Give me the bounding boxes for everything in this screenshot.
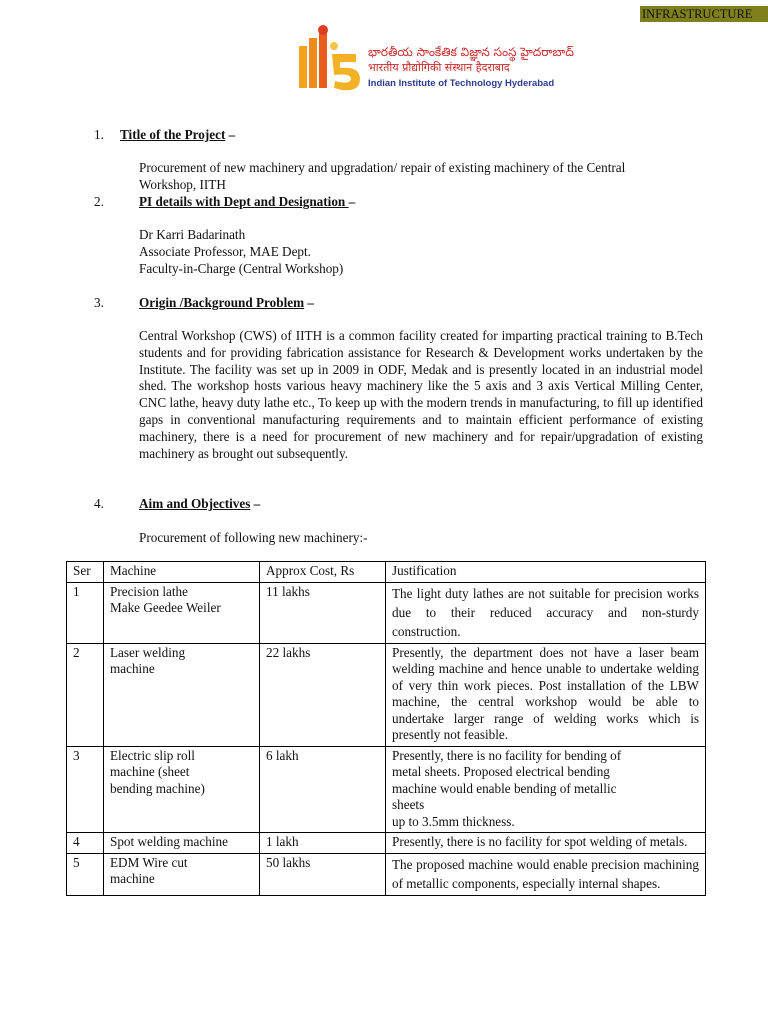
pi-name: Dr Karri Badarinath xyxy=(139,227,246,242)
row-1-ser: 1 xyxy=(67,582,104,643)
row-3-machine-line-2: machine (sheet xyxy=(110,764,190,779)
table-row xyxy=(67,746,706,833)
row-5-machine-line-2: machine xyxy=(110,871,155,886)
section-1-heading-text: Title of the Project xyxy=(120,127,226,142)
section-4-dash: – xyxy=(250,496,261,511)
pi-role: Faculty-in-Charge (Central Workshop) xyxy=(139,260,344,276)
row-5-machine xyxy=(104,853,260,895)
background-paragraph: Central Workshop (CWS) of IITH is a common facility created for imparting practical training to B.Tech students and for providing fabrication assistance for Research & Development works undertaken by the Institute. The facility was set up in 2009 in ODF, Medak and is presently located in an industrial model shed. The workshop hosts various heavy machinery like the 5 axis and 3 axis Vertical Milling Center, CNC lathe, heavy duty lathe etc., To keep up with the modern trends in manufacturing, to fill up identified gaps in conventional manufacturing requirements and to maintain efficient performance of existing machinery, there is a need for procurement of new machinery and for repair/upgradation of existing machinery as brought out subsequently. xyxy=(139,328,703,461)
row-3-just-line-3: machine would enable bending of metallic xyxy=(392,780,617,796)
row-1-justification: The light duty lathes are not suitable for precision works due to their reduced accuracy and non-sturdy construction. xyxy=(386,582,706,643)
table-row xyxy=(67,833,706,854)
row-3-machine-line-3: bending machine) xyxy=(110,780,205,796)
row-2-machine xyxy=(104,643,260,746)
section-3-heading xyxy=(139,295,314,311)
row-1-cost: 11 lakhs xyxy=(260,582,386,643)
section-1-dash: – xyxy=(225,127,236,142)
row-4-machine-line-1: Spot welding machine xyxy=(110,834,228,849)
row-3-ser: 3 xyxy=(67,746,104,833)
logo-telugu-text: భారతీయ సాంకేతిక విజ్ఞాన సంస్థ హైదరాబాద్ xyxy=(368,45,574,59)
iith-emblem-icon xyxy=(296,24,366,94)
pi-details xyxy=(139,227,703,277)
table-row xyxy=(67,643,706,746)
row-3-just-line-5: up to 3.5mm thickness. xyxy=(392,813,515,829)
row-4-ser: 4 xyxy=(67,833,104,854)
header-justification: Justification xyxy=(386,562,706,583)
section-3-number: 3. xyxy=(94,295,104,310)
section-3-heading-text: Origin /Background Problem xyxy=(139,295,305,310)
table-row xyxy=(67,582,706,643)
header-machine: Machine xyxy=(104,562,260,583)
section-1-body: Procurement of new machinery and upgradation/ repair of existing machinery of the Central Workshop, IITH xyxy=(139,160,626,192)
row-5-machine-line-1: EDM Wire cut xyxy=(110,854,188,870)
row-3-just-line-1: Presently, there is no facility for bending of xyxy=(392,747,622,763)
infrastructure-tag: INFRASTRUCTURE xyxy=(640,6,768,22)
machinery-table xyxy=(66,561,706,896)
section-2-heading-text: PI details with Dept and Designation xyxy=(139,194,349,209)
row-3-just-line-4: sheets xyxy=(392,797,425,812)
section-2-heading xyxy=(139,194,355,210)
row-5-justification: The proposed machine would enable precision machining of metallic components, especially internal shapes. xyxy=(386,853,706,895)
pi-designation: Associate Professor, MAE Dept. xyxy=(139,243,311,259)
row-1-machine-line-2: Make Geedee Weiler xyxy=(110,600,221,615)
section-1-heading xyxy=(120,127,235,143)
section-4-heading xyxy=(139,496,260,512)
objectives-intro: Procurement of following new machinery:- xyxy=(139,530,368,545)
iith-logo xyxy=(296,24,574,94)
row-4-cost: 1 lakh xyxy=(260,833,386,854)
table-header-row xyxy=(67,562,706,583)
row-3-just-line-2: metal sheets. Proposed electrical bending xyxy=(392,764,610,779)
table-row xyxy=(67,853,706,895)
row-4-machine xyxy=(104,833,260,854)
row-5-ser: 5 xyxy=(67,853,104,895)
row-3-machine xyxy=(104,746,260,833)
row-3-justification xyxy=(386,746,706,833)
section-4-number: 4. xyxy=(94,496,104,511)
row-2-cost: 22 lakhs xyxy=(260,643,386,746)
row-1-machine xyxy=(104,582,260,643)
row-5-cost: 50 lakhs xyxy=(260,853,386,895)
logo-english-text: Indian Institute of Technology Hyderabad xyxy=(368,78,555,89)
row-2-machine-line-1: Laser welding xyxy=(110,644,186,660)
section-3-dash: – xyxy=(304,295,314,310)
row-2-machine-line-2: machine xyxy=(110,661,155,676)
row-1-machine-line-1: Precision lathe xyxy=(110,583,189,599)
row-3-cost: 6 lakh xyxy=(260,746,386,833)
header-cost: Approx Cost, Rs xyxy=(260,562,386,583)
header-ser: Ser xyxy=(67,562,104,583)
logo-hindi-text: भारतीय प्रौद्योगिकी संस्थान हैदराबाद xyxy=(368,61,510,74)
row-2-justification: Presently, the department does not have a laser beam welding machine and hence unable to undertake welding of very thin work pieces. Post installation of the LBW machine, the central workshop would be able to undertake larger range of welding works which is presently not feasible. xyxy=(386,643,706,746)
row-3-machine-line-1: Electric slip roll xyxy=(110,747,195,763)
section-1-number: 1. xyxy=(94,127,104,142)
section-2-dash: – xyxy=(348,194,356,209)
section-4-heading-text: Aim and Objectives xyxy=(139,496,251,511)
section-2-number: 2. xyxy=(94,194,104,209)
row-4-justification: Presently, there is no facility for spot welding of metals. xyxy=(386,833,706,854)
row-2-ser: 2 xyxy=(67,643,104,746)
